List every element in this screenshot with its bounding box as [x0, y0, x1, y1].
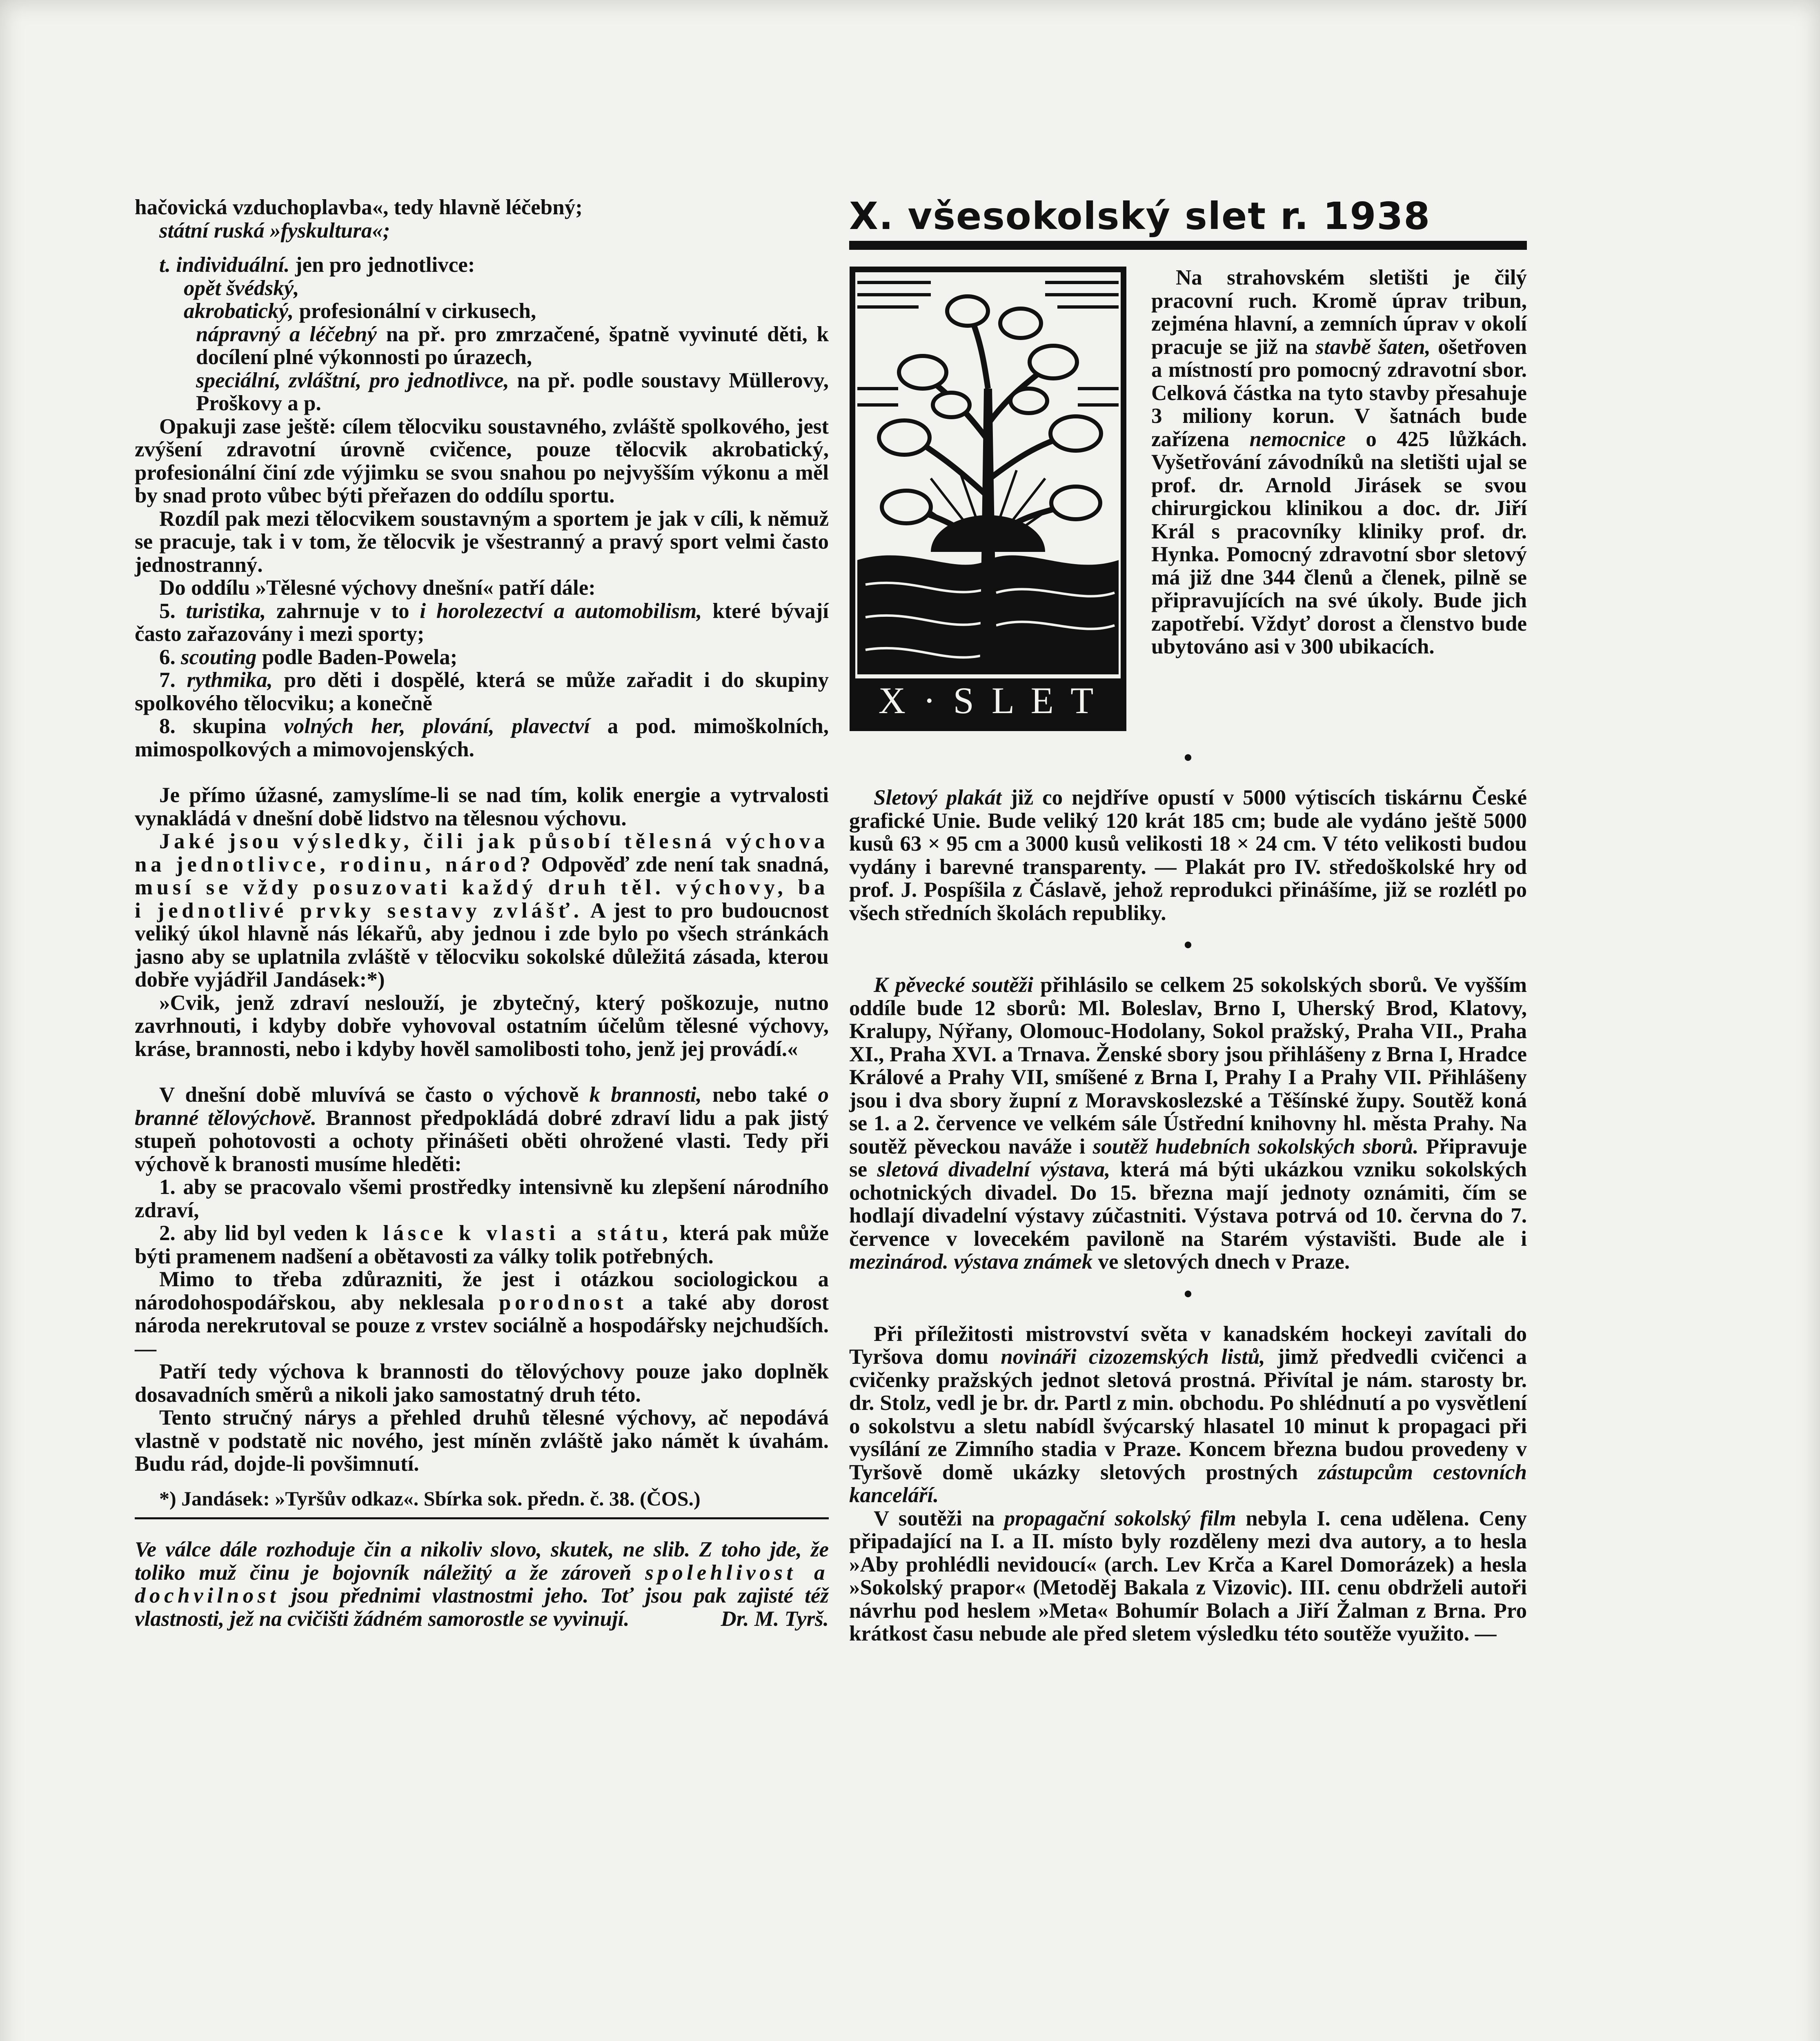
individual-list: [135, 253, 829, 415]
paragraph-film: V soutěži na propagační sokolský film nebyla I. cena udělena. Ceny připadající na I. a II. místo byly rozděleny mezi dva autory, a to hesla »Aby prohlédli nevidoucí« (arch. Lev Krča a Karel Domorázek) a hesla »Sokolský prapor« (Metoděj Bakala z Vizovic). III. cenu obdrželi autoři návrhu pod heslem »Meta« Bohumír Bolach a Jiří Žalman z Brna. Pro krátkost času nebude ale před sletem výsledku této soutěže využito. —: [849, 1506, 1527, 1645]
left-column: [135, 196, 829, 1630]
paragraph-rozdil: Rozdíl pak mezi tělocvikem soustavným a sportem je jak v cíli, k němuž se pracuje, tak i v tom, že tělocvik je všestranný a pravý sport velmi často jednostranný.: [135, 507, 829, 577]
list-item-5: 5. turistika, zahrnuje v to i horolezectví a automobilism, které bývají často zařazovány i mezi sporty;: [135, 599, 829, 646]
section-bullet: •: [1184, 1280, 1193, 1307]
list-item: t. individuální. jen pro jednotlivce:: [159, 253, 475, 277]
paragraph-jake-jsou: Jaké jsou výsledky, čili jak působí tělesná výchova na jednotlivce, rodinu, národ? Odpověď zde není tak snadná, musí se vždy posuzovati každý druh těl. výchovy, ba i jednotlivé prvky sestavy zvlášť. A jest to pro budoucnost veliký úkol hlavně nás lékařů, aby jednou i zde bylo po všech stránkách jasno aby se uplatnila zvláště v tělocviku sokolské důležitá zásada, kterou dobře vyjádřil Jandásek:*): [135, 829, 829, 992]
list-item: akrobatický, profesionální v cirkusech,: [184, 299, 536, 323]
headline-rule: [849, 241, 1527, 250]
tyrs-quote: [135, 1538, 829, 1630]
paragraph-mimo-to: Mimo to třeba zdůrazniti, že jest i otázkou sociologickou a národohospodářskou, aby neklesala porodnost a také aby dorost národa nerekrutoval se pouze z vrstev sociálně a hospodářsky nejchudších. —: [135, 1267, 829, 1361]
paragraph-cvik-quote: »Cvik, jenž zdraví neslouží, je zbytečný, který poškozuje, nutno zavrhnouti, i kdyby dobře vyhovoval ostatním účelům tělesné výchovy, kráse, brannosti, nebo i kdyby hověl samolibosti toho, jenž jej provádí.«: [135, 991, 829, 1061]
footnote: [135, 1487, 829, 1510]
footnote-divider: [135, 1517, 829, 1519]
paragraph-do-oddilu: Do oddílu »Tělesné výchovy dnešní« patří dále:: [159, 576, 596, 600]
paragraph-hockey: Při příležitosti mistrovství světa v kanadském hockeyi zavítali do Tyršova domu novináři cizozemských listů, jimž předvedli cvičenci a cvičenky pražských jednot sletová prostná. Přivítal je nám. starosty br. dr. Stolz, vedl je br. dr. Partl z min. obchodu. Po shlédnutí a po vysvětlení o sokolstvu a sletu nabídl švýcarský hlasatel 10 minut k propagaci při vysílání ze Zimního stadia v Praze. Koncem března budou provedeny v Tyršově domě ukázky sletových prostných zástupcům cestovních kanceláří.: [849, 1322, 1527, 1507]
intro-line-2: státní ruská »fyskultura«;: [159, 218, 390, 242]
paragraph-patri: Patří tedy výchova k brannosti do tělovýchovy pouze jako doplněk dosavadních směrů a nikoli jako samostatný druh této.: [135, 1360, 829, 1407]
article-headline: X. všesokolský slet r. 1938: [849, 194, 1431, 238]
paragraph-je-primo: Je přímo úžasné, zamyslíme-li se nad tím, kolik energie a vytrvalosti vynakládá v dnešní době lidstvo na tělesnou výchovu.: [135, 783, 829, 830]
list-item: nápravný a léčebný na př. pro zmrzačené, špatně vyvinuté děti, k docílení plné výkonnosti po úrazech,: [196, 322, 829, 369]
paragraph-pevecke: K pěvecké soutěži přihlásilo se celkem 25 sokolských sborů. Ve vyšším oddíle bude 12 sborů: Ml. Boleslav, Brno I, Uherský Brod, Klatovy, Kralupy, Nýřany, Olomouc-Hodolany, Sokol pražský, Praha VII., Praha XI., Praha XVI. a Trnava. Ženské sbory jsou přihlášeny z Brna I, Hradce Králové a Prahy VII, smíšené z Brna I, Prahy I a Prahy VII. Přihlášeny jsou i dva sbory župní z Moravskoslezské a Těšínské župy. Soutěž koná se 1. a 2. července ve velkém sále Ústřední knihovny hl. města Prahy. Na soutěž pěveckou naváže i soutěž hudebních sokolských sborů. Připravuje se sletová divadelní výstava, která má býti ukázkou vzniku sokolských ochotnických divadel. Do 15. března mají jednoty oznámiti, čím se hodlají divadelní výstavy zúčastniti. Výstava potrvá od 10. června do 7. července v lovecekém pavilonĕ na Starém výstavišti. Bude ale i mezinárod. výstava známek ve sletových dnech v Praze.: [849, 973, 1527, 1274]
paragraph-strahov: Na strahovském sletišti je čilý pracovní ruch. Kromě úprav tribun, zejména hlavní, a zemních úprav v okolí pracuje se již na stavbě šaten, ošetřoven a místností pro pomocný zdravotní sbor. Celková částka na tyto stavby přesahuje 3 miliony korun. V šatnách bude zařízena nemocnice o 425 lůžkách. Vyšetřování závodníků na sletišti ujal se prof. dr. Arnold Jirásek se svou chirurgickou klinikou a doc. dr. Jiří Král s pracovníky kliniky prof. dr. Hynka. Pomocný zdravotní sbor sletový má již dne 344 členů a členek, pilně se připravujících na své úkoly. Bude jich zapotřebí. Vždyť dorost a členstvo bude ubytováno asi v 300 ubikacích.: [1151, 266, 1527, 658]
footnote-text: *) Jandásek: »Tyršův odkaz«. Sbírka sok. předn. č. 38. (ČOS.): [159, 1487, 701, 1510]
paragraph-tento: Tento stručný nárys a přehled druhů tělesné výchovy, ač nepodává vlastně v podstatě nic nového, jest míněn zvláště jako námět k úvahám. Budu rád, dojde-li povšimnutí.: [135, 1406, 829, 1476]
brannost-item-2: 2. aby lid byl veden k lásce k vlasti a státu, která pak může býti pramenem nadšení a obětavosti za války tolik potřebných.: [135, 1221, 829, 1268]
quote-signature: Dr. M. Tyrš.: [721, 1607, 829, 1631]
list-item-8: 8. skupina volných her, plování, plavectví a pod. mimoškolních, mimospolkových a mimovojenských.: [135, 714, 829, 761]
list-item-7: 7. rythmika, pro děti i dospělé, která se může zařadit i do skupiny spolkového tělocviku; a konečně: [135, 668, 829, 715]
quote-text: Ve válce dále rozhoduje čin a nikoliv slovo, skutek, ne slib. Z toho jde, že toliko muž činu je bojovník náležitý a že zároveň spolehlivost a dochvilnost jsou přednimi vlastnostmi jeho. Toť jsou pak zajisté též vlastnosti, jež na cvičišti žádném samorostle se vyvinují. Dr. M. Tyrš.: [135, 1538, 829, 1631]
section-bullet: •: [1184, 932, 1193, 958]
slet-woodcut: [849, 266, 1127, 731]
woodcut-image: [849, 266, 1127, 731]
paragraph-brannost: V dnešní době mluvívá se často o výchově k brannosti, nebo také o branné tělovýchově. Brannost předpokládá dobré zdraví lidu a pak jistý stupeň pohotovosti a ochoty přinášeti oběti ohrožené vlasti. Tedy při výchově k branosti musíme hleděti:: [135, 1083, 829, 1176]
list-item-6: 6. scouting podle Baden-Powela;: [159, 645, 458, 669]
paragraph-opakuji: Opakuji zase ještě: cílem tělocviku soustavného, zvláště spolkového, jest zvýšení zdravotní úrovně cvičence, pouze tělocvik akrobatický, profesionální činí zde výjimku se svou snahou po nejvyšším výkonu a měl by snad proto vůbec býti přeřazen do oddílu sportu.: [135, 414, 829, 507]
right-column: [849, 196, 1527, 1645]
section-bullet: •: [1184, 744, 1193, 771]
list-item: speciální, zvláštní, pro jednotlivce, na př. podle soustavy Müllerovy, Proškovy a p.: [196, 368, 829, 415]
woodcut-caption: X · S L E T: [878, 680, 1098, 721]
intro-line-1: hačovická vzduchoplavba«, tedy hlavně léčebný;: [135, 196, 583, 219]
paragraph-plakat: Sletový plakát již co nejdříve opustí v 5000 výtiscích tiskárnu České grafické Unie. Bude veliký 120 krát 185 cm; bude ale vydáno ještě 5000 kusů 63 × 95 cm a 3000 kusů velikosti 18 × 24 cm. V této velikosti budou vydány i barevné transparenty. — Plakát pro IV. středoškolské hry od prof. J. Pospíšila z Čáslavě, jehož reprodukci přinášíme, již se rozlétl po všech středních školách republiky.: [849, 786, 1527, 925]
brannost-item-1: 1. aby se pracovalo všemi prostředky intensivně ku zlepšení národního zdraví,: [135, 1175, 829, 1222]
list-item: opět švédský,: [184, 276, 299, 300]
